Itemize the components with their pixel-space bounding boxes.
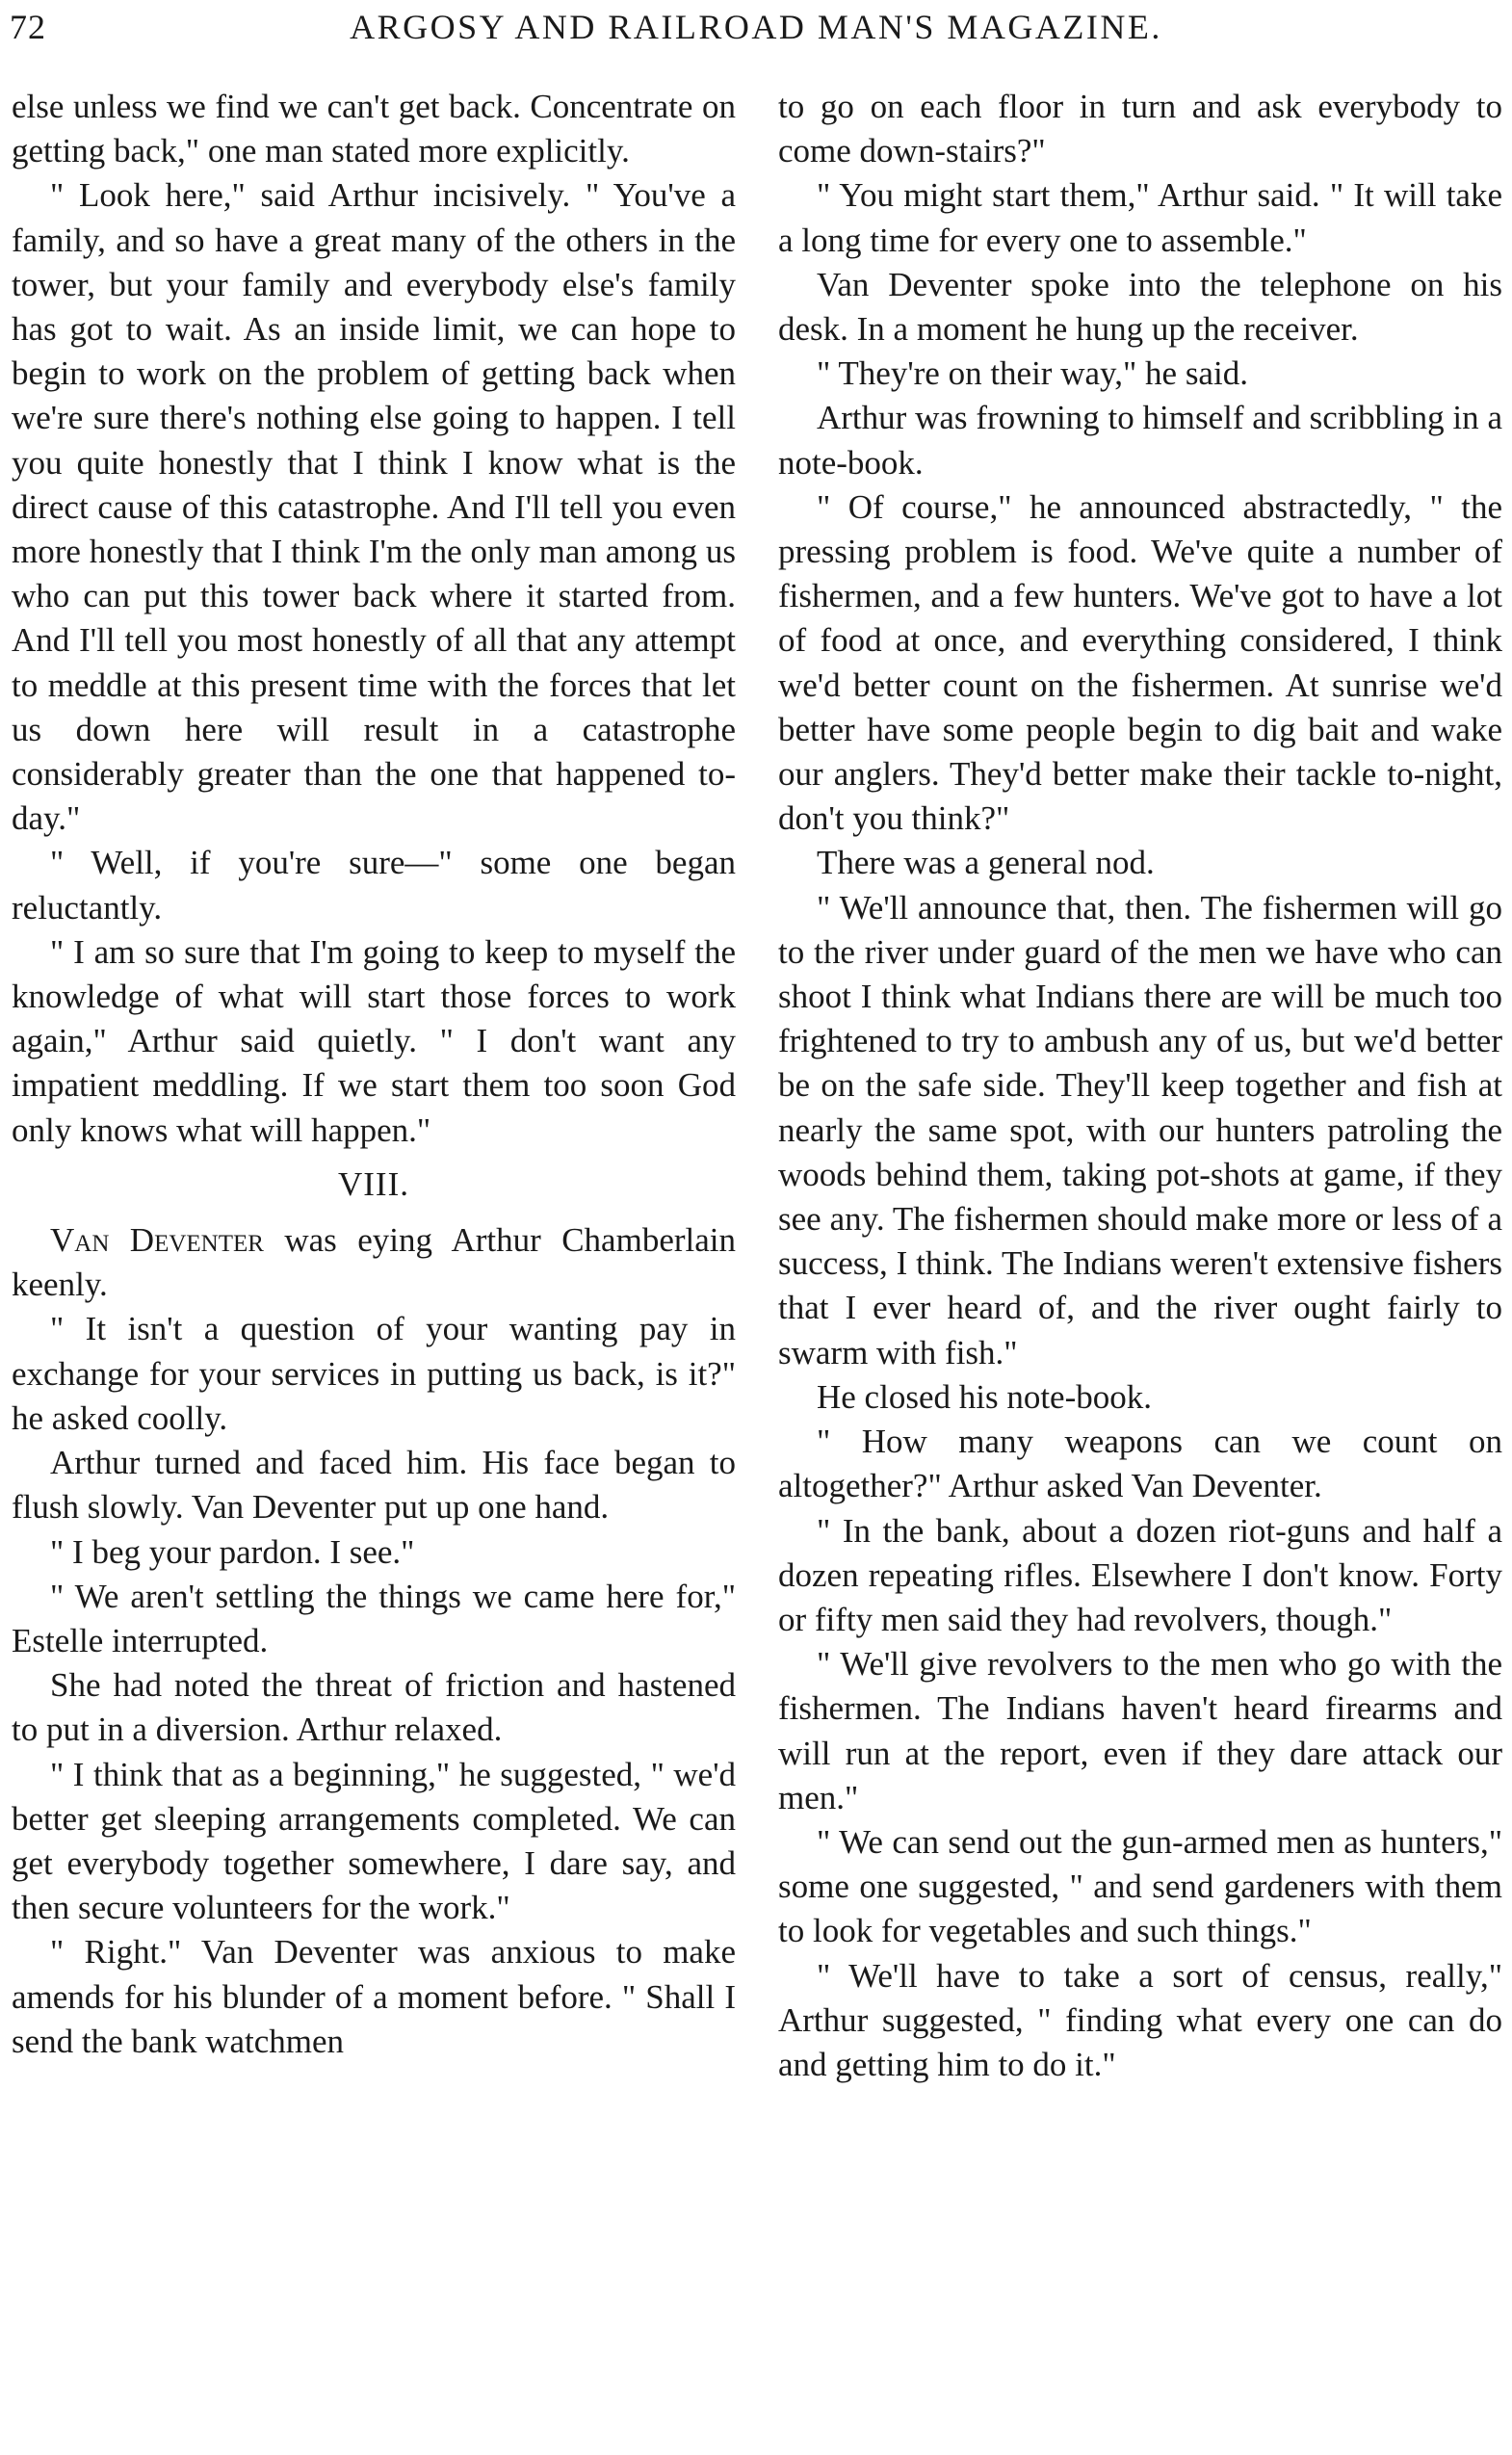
paragraph: He closed his note-book.	[817, 1377, 1152, 1416]
paragraph: Van Deventer spoke into the telephone on his desk. In a moment he hung up the receiver.	[778, 265, 1502, 349]
paragraph: " How many weapons can we count on altogether?" Arthur asked Van Deventer.	[778, 1423, 1502, 1505]
paragraph: " We'll give revolvers to the men who go with the fishermen. The Indians haven't heard firearms and will run at the report, even if they dare attack our men."	[778, 1645, 1502, 1816]
paragraph: Arthur turned and faced him. His face began to flush slowly. Van Deventer put up one hand.	[12, 1444, 736, 1527]
paragraph: " You might start them," Arthur said. " It will take a long time for every one to assemble."	[778, 176, 1502, 259]
paragraph: else unless we find we can't get back. Concentrate on getting back," one man stated more explicitly.	[12, 88, 736, 170]
paragraph: " Of course," he announced abstractedly, " the pressing problem is food. We've quite a number of fishermen, and a few hunters. We've got to have a lot of food at once, and everything considered, I think we'd better count on the fishermen. At sunrise we'd better have some people begin to dig bait and wake our anglers. They'd better make their tackle to-night, don't you think?"	[778, 487, 1502, 838]
paragraph-text: was eying Arthur Chamberlain keenly.	[12, 1221, 736, 1304]
paragraph	[12, 1218, 736, 1307]
paragraph: " They're on their way," he said.	[817, 354, 1248, 393]
section-heading: VIII.	[338, 1164, 409, 1203]
paragraph: She had noted the threat of friction and hastened to put in a diversion. Arthur relaxed.	[12, 1666, 736, 1749]
paragraph: " We can send out the gun-armed men as hunters," some one suggested, " and send gardeners with them to look for vegetables and such things."	[778, 1822, 1502, 1950]
paragraph: There was a general nod.	[817, 844, 1155, 882]
small-caps-lead: Van Deventer	[50, 1221, 264, 1260]
paragraph: " It isn't a question of your wanting pay in exchange for your services in putting us back, is it?" he asked coolly.	[12, 1310, 736, 1437]
paragraph: " I am so sure that I'm going to keep to myself the knowledge of what will start those forces to work again," Arthur said quietly. " I don't want any impatient meddling. If we start them too soon God only knows what will happen."	[12, 932, 736, 1149]
right-column	[778, 85, 1502, 2449]
paragraph: Arthur was frowning to himself and scribbling in a note-book.	[778, 399, 1502, 482]
paragraph: " Right." Van Deventer was anxious to make amends for his blunder of a moment before. " Shall I send the bank watchmen	[12, 1933, 736, 2060]
left-column	[12, 85, 736, 2449]
paragraph: " Look here," said Arthur incisively. " You've a family, and so have a great many of the others in the tower, but your family and everybody else's family has got to wait. As an inside limit, we can hope to begin to work on the problem of getting back when we're sure there's nothing else going to happen. I tell you quite honestly that I think I know what is the direct cause of this catastrophe. And I'll tell you even more honestly that I think I'm the only man among us who can put this tower back where it started from. And I'll tell you most honestly of all that any attempt to meddle at this present time with the forces that let us down here will result in a catastrophe considerably greater than the one that happened to-day."	[12, 176, 736, 838]
paragraph: to go on each floor in turn and ask everybody to come down-stairs?"	[778, 88, 1502, 170]
running-title: ARGOSY AND RAILROAD MAN'S MAGAZINE.	[350, 8, 1162, 46]
paragraph: " We'll have to take a sort of census, really," Arthur suggested, " finding what every one can do and getting him to do it."	[778, 1956, 1502, 2083]
paragraph: " In the bank, about a dozen riot-guns and half a dozen repeating rifles. Elsewhere I don't know. Forty or fifty men said they had revolvers, though."	[778, 1511, 1502, 1638]
page-header	[0, 4, 1512, 54]
paragraph: " I beg your pardon. I see."	[50, 1532, 415, 1571]
paragraph: " Well, if you're sure—" some one began reluctantly.	[12, 844, 736, 927]
paragraph: " We'll announce that, then. The fishermen will go to the river under guard of the men we have who can shoot I think what Indians there are will be much too frightened to try to ambush any of us, but we'd better be on the safe side. They'll keep together and fish at nearly the same spot, with our hunters patroling the woods behind them, taking pot-shots at game, if they see any. The fishermen should make more or less of a success, I think. The Indians weren't extensive fishers that I ever heard of, and the river ought fairly to swarm with fish."	[778, 888, 1502, 1371]
page-number: 72	[10, 8, 46, 46]
paragraph: " We aren't settling the things we came here for," Estelle interrupted.	[12, 1577, 736, 1659]
paragraph: " I think that as a beginning," he suggested, " we'd better get sleeping arrangements completed. We can get everybody together somewhere, I dare say, and then secure volunteers for the work."	[12, 1755, 736, 1927]
